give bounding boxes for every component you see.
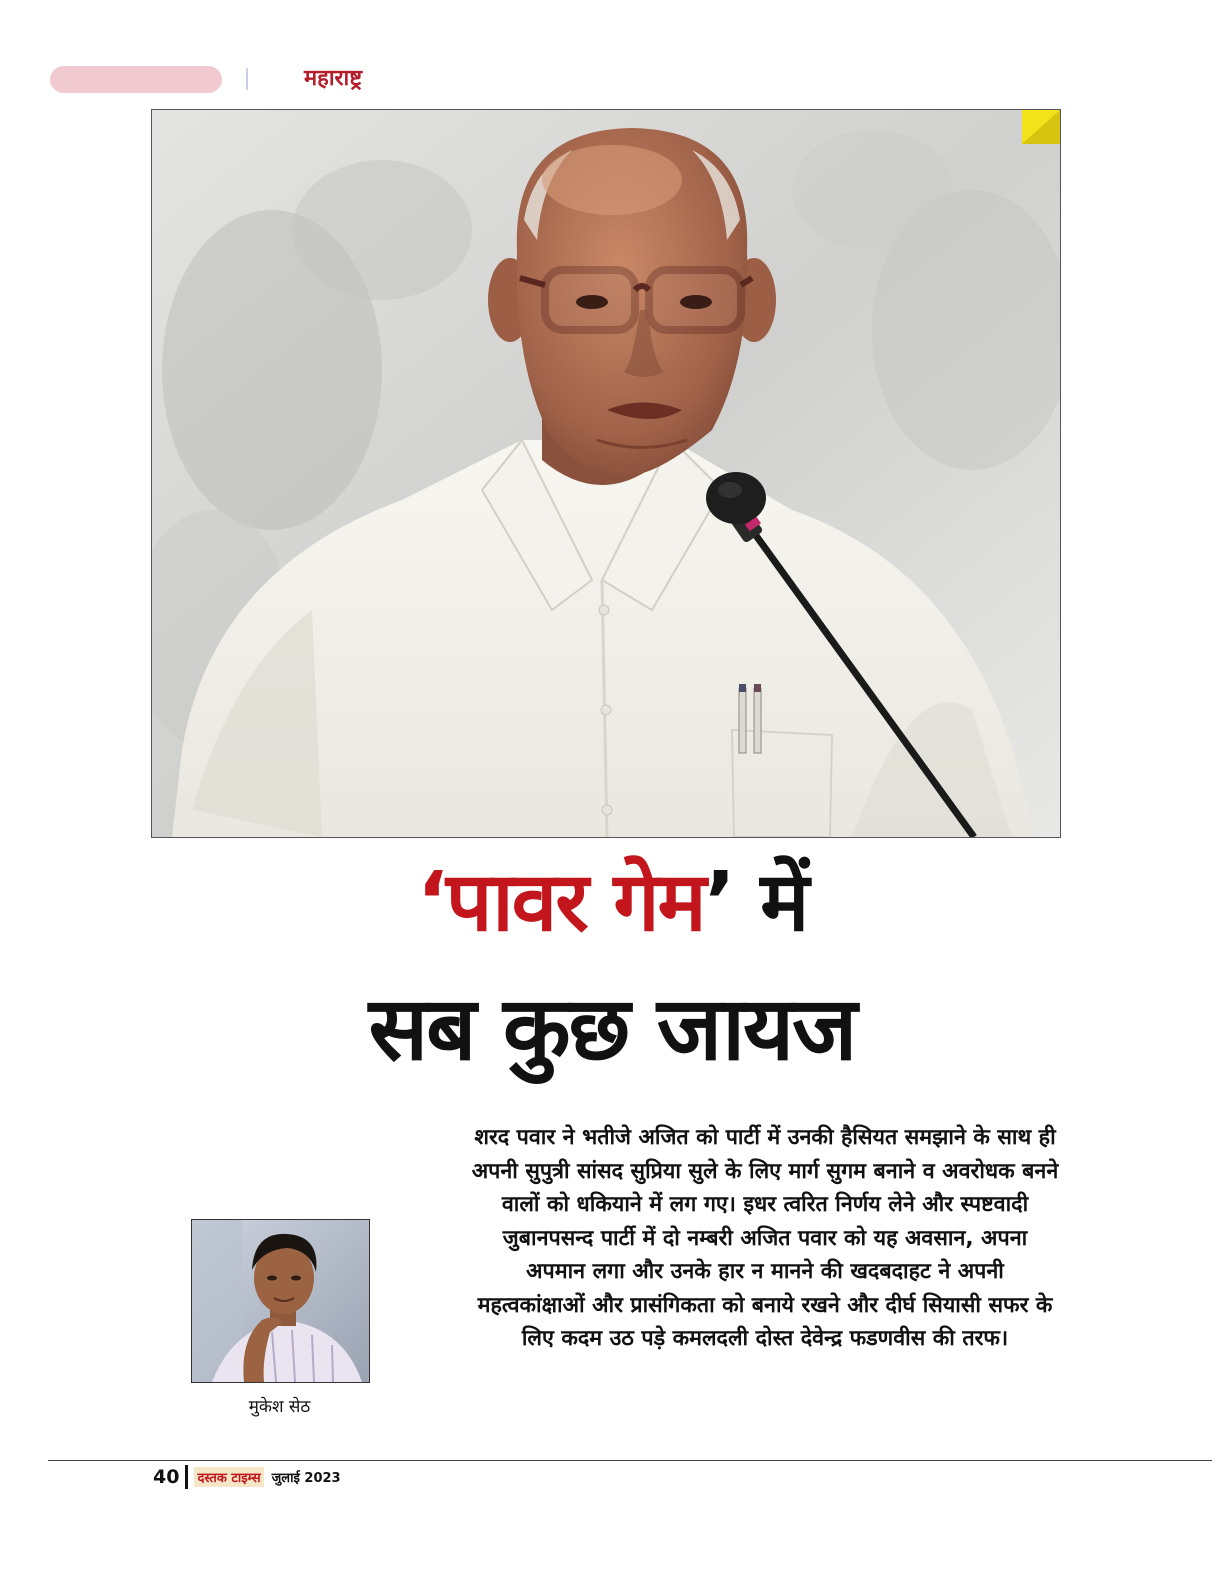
section-label: महाराष्ट्र [304, 66, 363, 91]
header-separator [246, 68, 248, 90]
article-deck: शरद पवार ने भतीजे अजित को पार्टी में उनकी हैसियत समझाने के साथ ही अपनी सुपुत्री सांसद सुप्रिया सुले के लिए मार्ग सुगम बनाने व अवरोधक बनने वालों को धकियाने में लग गए। इधर त्वरित निर्णय लेने और स्पष्टवादी जुबानपसन्द पार्टी में दो नम्बरी अजित पवार को यह अवसान, अपना अपमान लगा और उनके हार न मानने की खदबदाहट ने अपनी महत्वकांक्षाओं और प्रासंगिकता को बनाये रखने और दीर्घ सियासी सफर के लिए कदम उठ पड़े कमलदली दोस्त देवेन्द्र फडणवीस की तरफ। [471, 1125, 1059, 1351]
author-photo-illustration [192, 1220, 369, 1382]
issue-date: जुलाई 2023 [271, 1471, 341, 1486]
lead-photo [151, 109, 1061, 838]
headline-line-1 [0, 855, 1224, 950]
page-footer [153, 1464, 341, 1490]
author-avatar [191, 1219, 370, 1383]
lead-photo-illustration [152, 110, 1060, 837]
footer-rule [48, 1460, 1212, 1461]
author-name: मुकेश सेठ [248, 1397, 311, 1417]
headline-close-quote: ’ में [704, 855, 808, 950]
masthead-logo: दस्तक टाइम्स [194, 1467, 263, 1487]
headline-open-quote: ‘ [416, 855, 446, 950]
page-number: 40 [153, 1466, 180, 1488]
headline-highlight: पावर गेम [445, 855, 705, 950]
footer-separator [185, 1465, 188, 1489]
section-pill [50, 66, 222, 93]
headline-line-2: सब कुछ जायज [368, 977, 856, 1080]
